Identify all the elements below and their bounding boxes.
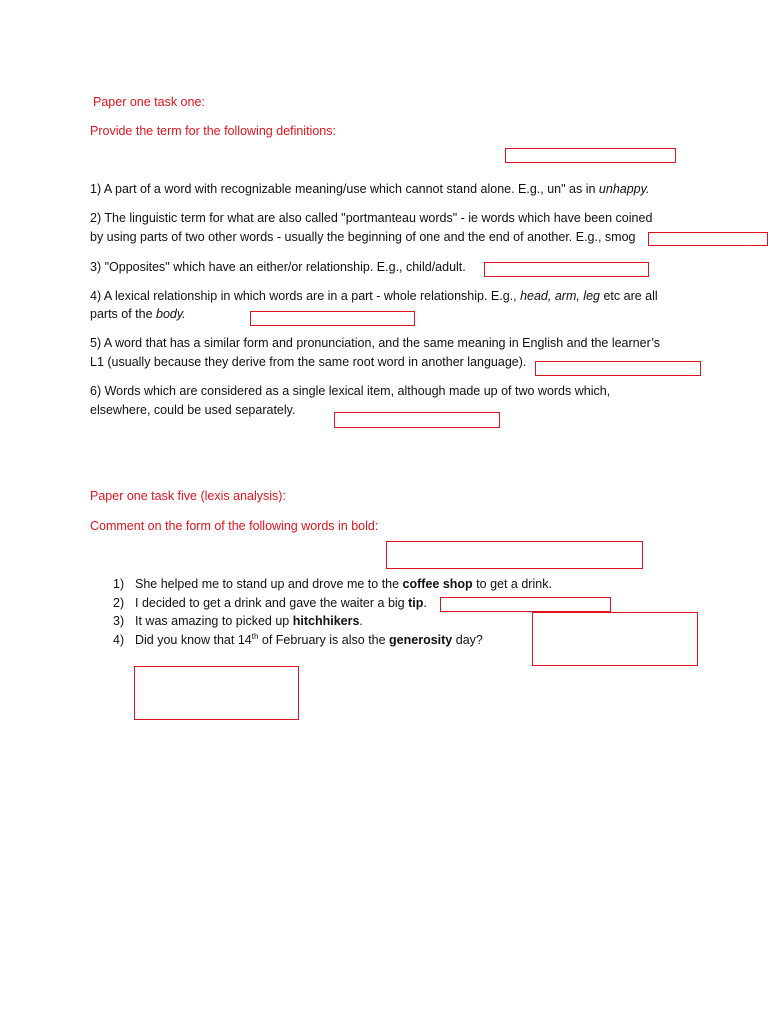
definition-1-example: unhappy.	[598, 182, 650, 196]
list-item-text-end: day?	[452, 633, 483, 647]
definition-4-examples: head, arm, leg	[520, 289, 600, 303]
definition-5-line-2: L1 (usually because they derive from the same root word in another language).	[90, 355, 527, 369]
definition-4-example-body: body.	[156, 307, 186, 321]
bold-word: hitchhikers	[292, 614, 360, 628]
answer-box[interactable]	[535, 361, 701, 376]
answer-box[interactable]	[440, 597, 611, 612]
list-item-number: 2)	[113, 596, 125, 610]
list-item	[113, 613, 363, 629]
list-item	[113, 576, 552, 592]
list-item	[113, 632, 483, 648]
task-one-instruction: Provide the term for the following definitions:	[90, 124, 336, 138]
answer-box[interactable]	[505, 148, 676, 163]
definition-2-line-2: by using parts of two other words - usually the beginning of one and the end of another. E.g., smog	[90, 230, 636, 244]
list-item-text-end: .	[359, 614, 363, 628]
task-one-heading: Paper one task one:	[93, 95, 205, 109]
bold-word: tip	[408, 596, 424, 610]
answer-box[interactable]	[484, 262, 649, 277]
ordinal-suffix: th	[251, 631, 259, 641]
list-item-number: 4)	[113, 633, 125, 647]
answer-box[interactable]	[134, 666, 299, 720]
list-item-number: 3)	[113, 614, 125, 628]
definition-4-text-end: etc are all	[600, 289, 658, 303]
definition-6-line-1: 6) Words which are considered as a single lexical item, although made up of two words which,	[90, 384, 611, 398]
answer-box[interactable]	[648, 232, 768, 246]
answer-box[interactable]	[250, 311, 415, 326]
definition-4-line-2	[90, 306, 186, 322]
list-item-text-end: .	[423, 596, 427, 610]
definition-4-text: 4) A lexical relationship in which words are in a part - whole relationship. E.g.,	[90, 289, 521, 303]
list-item	[113, 595, 427, 611]
task-five-heading: Paper one task five (lexis analysis):	[90, 489, 286, 503]
list-item-text: I decided to get a drink and gave the waiter a big	[135, 596, 409, 610]
answer-box[interactable]	[334, 412, 500, 428]
definition-2-line-1: 2) The linguistic term for what are also called "portmanteau words" - ie words which have been coined	[90, 211, 653, 225]
definition-1-text: 1) A part of a word with recognizable meaning/use which cannot stand alone. E.g., un" as in	[90, 182, 599, 196]
definition-3: 3) "Opposites" which have an either/or relationship. E.g., child/adult.	[90, 260, 466, 274]
definition-4-text-2: parts of the	[90, 307, 157, 321]
list-item-text: She helped me to stand up and drove me to the	[135, 577, 403, 591]
list-item-text-mid: of February is also the	[258, 633, 390, 647]
definition-6-line-2: elsewhere, could be used separately.	[90, 403, 296, 417]
list-item-text-end: to get a drink.	[472, 577, 552, 591]
answer-box[interactable]	[386, 541, 643, 569]
definition-5-line-1: 5) A word that has a similar form and pronunciation, and the same meaning in English and the learner’s	[90, 336, 661, 350]
answer-box[interactable]	[532, 612, 698, 666]
bold-word: generosity	[389, 633, 453, 647]
definition-4-line-1	[90, 288, 658, 304]
list-item-text: It was amazing to picked up	[135, 614, 293, 628]
bold-word: coffee shop	[402, 577, 473, 591]
definition-1	[90, 181, 649, 197]
task-five-instruction: Comment on the form of the following words in bold:	[90, 519, 379, 533]
list-item-text: Did you know that 14	[135, 633, 252, 647]
list-item-number: 1)	[113, 577, 125, 591]
